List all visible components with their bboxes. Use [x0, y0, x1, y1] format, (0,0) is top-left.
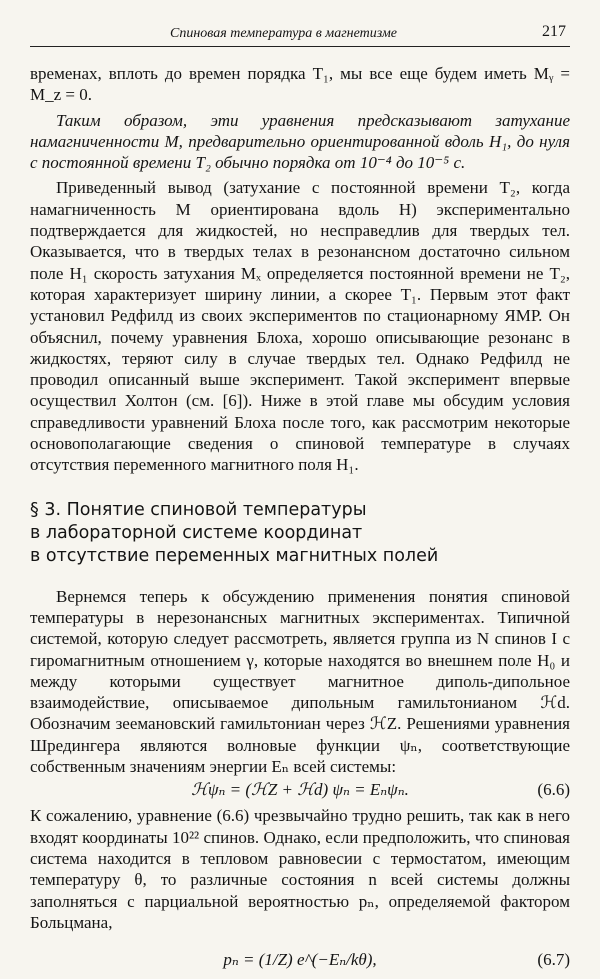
equation-6-7-number: (6.7): [537, 950, 570, 970]
running-header: [30, 20, 570, 47]
equation-6-7-formula: pₙ = (1/Z) e^(−Eₙ/kθ),: [223, 950, 377, 970]
section-heading-line-2: в лабораторной системе координат: [30, 522, 363, 543]
paragraph-conclusion: Таким образом, эти уравнения предсказывают затухание намагниченности M, предварительно ориентированной вдоль H₁, до нуля с постоянной времени T₂ обычно порядка от 10⁻⁴ до 10⁻⁵ с.: [30, 110, 570, 173]
page-number: 217: [542, 23, 566, 40]
paragraph-boltzmann: К сожалению, уравнение (6.6) чрезвычайно трудно решить, так как в него входят координаты 10²² спинов. Однако, если предположить, что спиновая система находится в тепловом равновесии с термостатом, имеющим температуру θ, то различные состояния n всей системы должны заполняться с парциальной вероятностью pₙ, определяемой фактором Больцмана,: [30, 806, 570, 932]
paragraph-continuation: временах, вплоть до времен порядка T₁, мы все еще будем иметь Mᵧ = M_z = 0.: [30, 64, 570, 105]
section-heading-line-3: в отсутствие переменных магнитных полей: [30, 545, 439, 566]
body-text: [30, 63, 570, 979]
paragraph-spin-system: Вернемся теперь к обсуждению применения понятия спиновой температуры в нерезонансных магнитных экспериментах. Типичной системой, которую следует рассмотреть, является группа из N спинов I с гиромагнитным отношением γ, которые находятся во внешнем поле H₀ и между которыми существует магнитное диполь-дипольное взаимодействие, описываемое дипольным гамильтонианом ℋd. Обозначим зеемановский гамильтониан через ℋZ. Решениями уравнения Шредингера являются волновые функции ψₙ, соответствующие собственным значениям энергии Eₙ всей системы:: [30, 586, 570, 777]
equation-6-6: [30, 779, 570, 801]
equation-6-7: [30, 939, 570, 979]
section-heading-line-1: § 3. Понятие спиновой температуры: [30, 499, 367, 520]
equation-6-6-number: (6.6): [537, 780, 570, 800]
equation-6-6-formula: ℋψₙ = (ℋZ + ℋd) ψₙ = Eₙψₙ.: [191, 780, 409, 800]
section-heading: [30, 499, 570, 568]
running-title: Спиновая температура в магнетизме: [170, 26, 398, 41]
paragraph-redfield: Приведенный вывод (затухание с постоянной времени T₂, когда намагниченность M ориентирована вдоль H) экспериментально подтверждается для жидкостей, но несправедлив для твердых тел. Оказывается, что в твердых телах в резонансном достаточно сильном поле H₁ скорость затухания Mₓ определяется постоянной времени не T₂, которая характеризует ширину линии, а скорее T₁. Первым этот факт установил Редфилд из своих экспериментов по стационарному ЯМР. Он объяснил, почему уравнения Блоха, хорошо описывающие резонанс в жидкостях, теряют силу в случае твердых тел. Однако Редфилд не проводил описанный выше эксперимент. Такой эксперимент впервые осуществил Холтон (см. [6]). Ниже в этой главе мы обсудим условия справедливости уравнений Блоха после того, как рассмотрим некоторые основополагающие сведения о спиновой температуре в случаях отсутствия переменного магнитного поля H₁.: [30, 178, 570, 475]
